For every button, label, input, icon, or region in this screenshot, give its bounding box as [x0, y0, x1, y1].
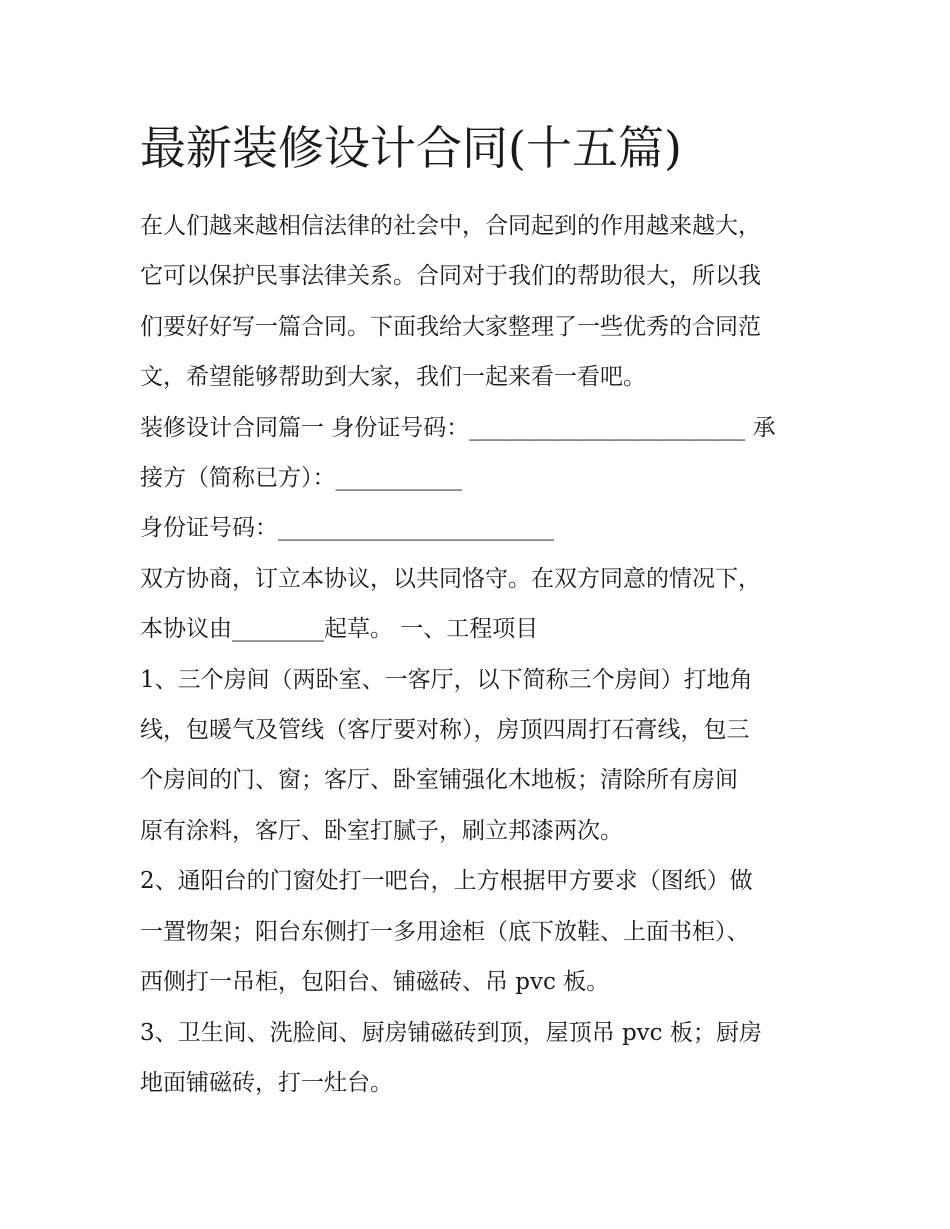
clause-line: 3、卫生间、洗脸间、厨房铺磁砖到顶，屋顶吊 pvc 板；厨房 — [140, 1019, 762, 1046]
clause-line: 线，包暖气及管线（客厅要对称），房顶四周打石膏线，包三 — [140, 717, 750, 744]
clause-line: 原有涂料，客厅、卧室打腻子，刷立邦漆两次。 — [140, 817, 623, 844]
clause-line: 2、通阳台的门窗处打一吧台，上方根据甲方要求（图纸）做 — [140, 868, 753, 895]
clause-line: 一置物架；阳台东侧打一多用途柜（底下放鞋、上面书柜）、 — [140, 918, 750, 945]
clause-line: 1、三个房间（两卧室、一客厅，以下简称三个房间）打地角 — [140, 666, 753, 693]
clause-line: 个房间的门、窗；客厅、卧室铺强化木地板；清除所有房间 — [140, 767, 738, 794]
intro-line: 们要好好写一篇合同。下面我给大家整理了一些优秀的合同范 — [140, 313, 761, 340]
contract-line: 双方协商，订立本协议，以共同恪守。在双方同意的情况下， — [140, 565, 761, 592]
intro-line: 文，希望能够帮助到大家，我们一起来看一看吧。 — [140, 364, 646, 391]
document-title: 最新装修设计合同(十五篇) — [140, 121, 682, 175]
contract-line: 装修设计合同篇一 身份证号码：________________________ 承 — [140, 414, 776, 441]
contract-line: 身份证号码：________________________ — [140, 515, 554, 542]
contract-line: 接方（简称已方）：___________ — [140, 465, 462, 492]
intro-line: 它可以保护民事法律关系。合同对于我们的帮助很大，所以我 — [140, 263, 761, 290]
contract-line: 本协议由________起草。 一、工程项目 — [140, 616, 539, 643]
intro-line: 在人们越来越相信法律的社会中，合同起到的作用越来越大， — [140, 213, 761, 239]
clause-line: 地面铺磁砖，打一灶台。 — [140, 1069, 393, 1096]
document-body — [140, 115, 820, 1108]
clause-line: 西侧打一吊柜，包阳台、铺磁砖、吊 pvc 板。 — [140, 969, 610, 996]
